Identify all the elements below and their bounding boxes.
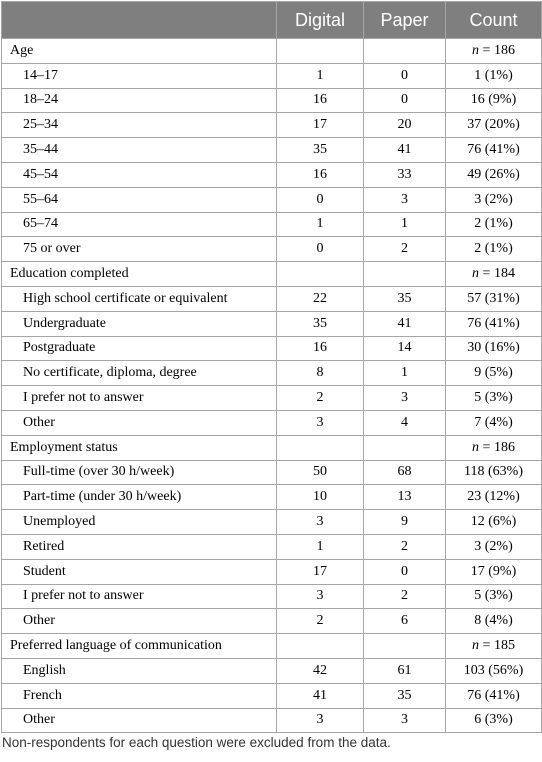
digital-value: 17: [277, 113, 364, 138]
table-row: [2, 212, 542, 237]
header-row: [2, 2, 542, 39]
paper-value: 1: [364, 212, 446, 237]
digital-value: 1: [277, 63, 364, 88]
count-value: 3 (2%): [446, 187, 542, 212]
section-paper-empty: [364, 634, 446, 659]
row-label: 18–24: [2, 88, 277, 113]
row-label: Other: [2, 410, 277, 435]
table-row: [2, 460, 542, 485]
table-row: [2, 708, 542, 733]
count-value: 2 (1%): [446, 237, 542, 262]
table-row: [2, 559, 542, 584]
table-row: [2, 311, 542, 336]
table-row: [2, 410, 542, 435]
count-value: 30 (16%): [446, 336, 542, 361]
header-blank: [2, 2, 277, 39]
table-body: [2, 39, 542, 733]
paper-value: 2: [364, 584, 446, 609]
digital-value: 1: [277, 212, 364, 237]
count-value: 103 (56%): [446, 658, 542, 683]
count-value: 76 (41%): [446, 311, 542, 336]
count-value: 3 (2%): [446, 534, 542, 559]
row-label: Part-time (under 30 h/week): [2, 485, 277, 510]
table-row: [2, 485, 542, 510]
section-row: [2, 435, 542, 460]
section-digital-empty: [277, 39, 364, 64]
count-value: 2 (1%): [446, 212, 542, 237]
paper-value: 0: [364, 63, 446, 88]
header-digital: Digital: [277, 2, 364, 39]
table-row: [2, 187, 542, 212]
count-value: 5 (3%): [446, 386, 542, 411]
digital-value: 35: [277, 138, 364, 163]
digital-value: 8: [277, 361, 364, 386]
count-value: 76 (41%): [446, 683, 542, 708]
paper-value: 0: [364, 88, 446, 113]
paper-value: 68: [364, 460, 446, 485]
digital-value: 41: [277, 683, 364, 708]
paper-value: 0: [364, 559, 446, 584]
section-sample-size: [446, 262, 542, 287]
table-row: [2, 162, 542, 187]
row-label: I prefer not to answer: [2, 584, 277, 609]
section-row: [2, 262, 542, 287]
header-paper: Paper: [364, 2, 446, 39]
row-label: 14–17: [2, 63, 277, 88]
row-label: No certificate, diploma, degree: [2, 361, 277, 386]
row-label: Unemployed: [2, 510, 277, 535]
paper-value: 9: [364, 510, 446, 535]
sample-size-symbol: n: [472, 439, 480, 455]
count-value: 7 (4%): [446, 410, 542, 435]
sample-size-symbol: n: [472, 638, 480, 654]
row-label: Retired: [2, 534, 277, 559]
paper-value: 35: [364, 286, 446, 311]
table-row: [2, 113, 542, 138]
table-row: [2, 138, 542, 163]
sample-size-value: = 186: [479, 439, 515, 455]
digital-value: 3: [277, 584, 364, 609]
count-value: 37 (20%): [446, 113, 542, 138]
row-label: 35–44: [2, 138, 277, 163]
paper-value: 35: [364, 683, 446, 708]
paper-value: 3: [364, 708, 446, 733]
table-row: [2, 237, 542, 262]
digital-value: 3: [277, 410, 364, 435]
digital-value: 3: [277, 510, 364, 535]
section-digital-empty: [277, 634, 364, 659]
row-label: Undergraduate: [2, 311, 277, 336]
paper-value: 20: [364, 113, 446, 138]
digital-value: 10: [277, 485, 364, 510]
digital-value: 16: [277, 162, 364, 187]
paper-value: 2: [364, 237, 446, 262]
row-label: English: [2, 658, 277, 683]
count-value: 1 (1%): [446, 63, 542, 88]
digital-value: 16: [277, 336, 364, 361]
paper-value: 14: [364, 336, 446, 361]
digital-value: 42: [277, 658, 364, 683]
digital-value: 1: [277, 534, 364, 559]
digital-value: 17: [277, 559, 364, 584]
digital-value: 16: [277, 88, 364, 113]
digital-value: 0: [277, 187, 364, 212]
section-sample-size: [446, 634, 542, 659]
section-digital-empty: [277, 435, 364, 460]
table-footnote: Non-respondents for each question were excluded from the data.: [2, 735, 391, 750]
demographics-table: [1, 1, 542, 733]
paper-value: 41: [364, 311, 446, 336]
digital-value: 0: [277, 237, 364, 262]
count-value: 12 (6%): [446, 510, 542, 535]
row-label: 45–54: [2, 162, 277, 187]
sample-size-value: = 186: [479, 42, 515, 58]
row-label: 65–74: [2, 212, 277, 237]
section-paper-empty: [364, 39, 446, 64]
table-row: [2, 510, 542, 535]
count-value: 57 (31%): [446, 286, 542, 311]
paper-value: 33: [364, 162, 446, 187]
digital-value: 22: [277, 286, 364, 311]
digital-value: 50: [277, 460, 364, 485]
digital-value: 2: [277, 609, 364, 634]
row-label: Student: [2, 559, 277, 584]
count-value: 8 (4%): [446, 609, 542, 634]
row-label: French: [2, 683, 277, 708]
section-sample-size: [446, 39, 542, 64]
table-row: [2, 361, 542, 386]
count-value: 6 (3%): [446, 708, 542, 733]
paper-value: 61: [364, 658, 446, 683]
sample-size-value: = 184: [479, 266, 515, 282]
count-value: 17 (9%): [446, 559, 542, 584]
table-row: [2, 286, 542, 311]
section-sample-size: [446, 435, 542, 460]
section-paper-empty: [364, 435, 446, 460]
paper-value: 4: [364, 410, 446, 435]
row-label: 25–34: [2, 113, 277, 138]
section-paper-empty: [364, 262, 446, 287]
table-row: [2, 658, 542, 683]
row-label: Other: [2, 708, 277, 733]
section-digital-empty: [277, 262, 364, 287]
sample-size-value: = 185: [479, 638, 515, 654]
section-label: Age: [2, 39, 277, 64]
table-row: [2, 336, 542, 361]
paper-value: 2: [364, 534, 446, 559]
paper-value: 13: [364, 485, 446, 510]
table-row: [2, 63, 542, 88]
paper-value: 41: [364, 138, 446, 163]
table-row: [2, 609, 542, 634]
row-label: Other: [2, 609, 277, 634]
sample-size-symbol: n: [472, 42, 480, 58]
row-label: Full-time (over 30 h/week): [2, 460, 277, 485]
count-value: 5 (3%): [446, 584, 542, 609]
table-row: [2, 88, 542, 113]
table-row: [2, 386, 542, 411]
section-label: Employment status: [2, 435, 277, 460]
paper-value: 6: [364, 609, 446, 634]
digital-value: 35: [277, 311, 364, 336]
section-label: Education completed: [2, 262, 277, 287]
count-value: 76 (41%): [446, 138, 542, 163]
section-row: [2, 634, 542, 659]
paper-value: 1: [364, 361, 446, 386]
section-row: [2, 39, 542, 64]
paper-value: 3: [364, 386, 446, 411]
digital-value: 2: [277, 386, 364, 411]
paper-value: 3: [364, 187, 446, 212]
table-row: [2, 584, 542, 609]
count-value: 118 (63%): [446, 460, 542, 485]
section-label: Preferred language of communication: [2, 634, 277, 659]
row-label: 75 or over: [2, 237, 277, 262]
header-count: Count: [446, 2, 542, 39]
count-value: 23 (12%): [446, 485, 542, 510]
count-value: 49 (26%): [446, 162, 542, 187]
sample-size-symbol: n: [472, 266, 480, 282]
table-row: [2, 534, 542, 559]
digital-value: 3: [277, 708, 364, 733]
row-label: I prefer not to answer: [2, 386, 277, 411]
row-label: 55–64: [2, 187, 277, 212]
count-value: 16 (9%): [446, 88, 542, 113]
row-label: High school certificate or equivalent: [2, 286, 277, 311]
row-label: Postgraduate: [2, 336, 277, 361]
table-row: [2, 683, 542, 708]
count-value: 9 (5%): [446, 361, 542, 386]
